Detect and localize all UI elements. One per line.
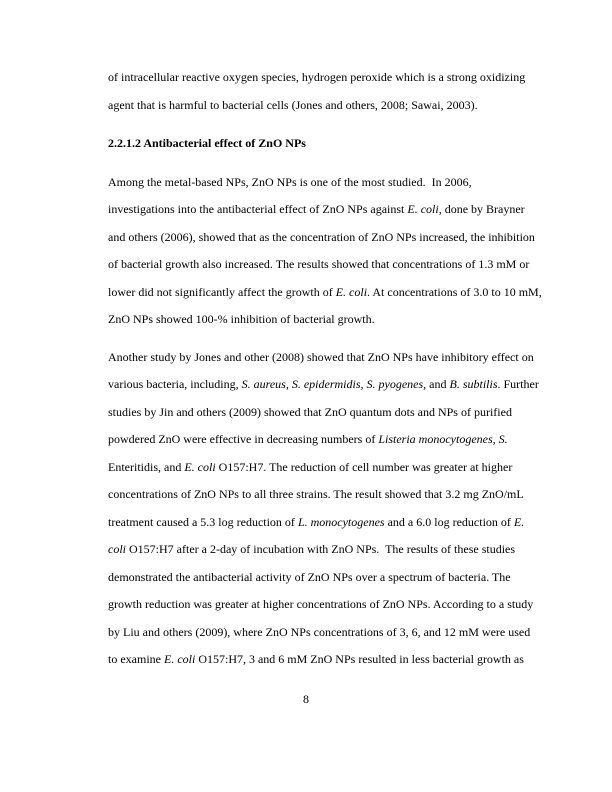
text-run: to examine bbox=[108, 652, 164, 666]
text-run: Enteritidis, and bbox=[108, 459, 185, 474]
text-line bbox=[108, 481, 538, 509]
text-line bbox=[108, 92, 538, 120]
italic-text-run: E. coli bbox=[335, 284, 368, 299]
text-run: O157:H7, 3 and 6 mM ZnO NPs resulted in less bacterial growth as bbox=[195, 652, 524, 666]
text-run: . Further bbox=[497, 377, 539, 391]
text-run: growth reduction was greater at higher concentrations of ZnO NPs. According to a study bbox=[108, 597, 534, 611]
text-line bbox=[108, 591, 538, 619]
section-heading bbox=[108, 130, 538, 158]
text-run: , done by Brayner bbox=[438, 202, 525, 216]
paragraph bbox=[108, 64, 538, 119]
italic-text-run: E. coli bbox=[407, 202, 439, 216]
text-line bbox=[108, 619, 538, 647]
text-run: and others (2006), showed that as the concentration of ZnO NPs increased, the inhibition bbox=[108, 229, 535, 244]
text-run: demonstrated the antibacterial activity of ZnO NPs over a spectrum of bacteria. The bbox=[108, 569, 511, 584]
paragraph bbox=[108, 169, 542, 334]
text-line bbox=[108, 344, 538, 372]
text-line bbox=[108, 399, 538, 427]
text-run: treatment caused a 5.3 log reduction of bbox=[108, 514, 298, 529]
text-run: and bbox=[426, 377, 450, 391]
text-run: Another study by Jones and other (2008) showed that ZnO NPs have inhibitory effect on bbox=[108, 349, 534, 364]
text-line bbox=[108, 130, 538, 158]
text-run: various bacteria, including, bbox=[108, 377, 242, 391]
italic-text-run: L. monocytogenes bbox=[297, 514, 385, 529]
text-run: studies by Jin and others (2009) showed that ZnO quantum dots and NPs of purified bbox=[108, 404, 512, 419]
text-line bbox=[108, 251, 538, 279]
italic-text-run: E. coli bbox=[163, 652, 196, 666]
text-run: lower did not significantly affect the growth of bbox=[108, 284, 336, 299]
italic-text-run: E. bbox=[513, 514, 525, 529]
text-line bbox=[108, 646, 538, 674]
text-run: agent that is harmful to bacterial cells (Jones and others, 2008; Sawai, 2003). bbox=[108, 97, 478, 112]
text-run: by Liu and others (2009), where ZnO NPs concentrations of 3, 6, and 12 mM were used bbox=[108, 624, 531, 639]
paragraph bbox=[108, 344, 538, 674]
text-line bbox=[108, 224, 538, 252]
text-run: powdered ZnO were effective in decreasing numbers of bbox=[108, 432, 379, 446]
text-line bbox=[108, 169, 538, 197]
text-line bbox=[108, 454, 538, 482]
text-run: concentrations of ZnO NPs to all three strains. The result showed that 3.2 mg ZnO/mL bbox=[108, 487, 524, 501]
text-line bbox=[108, 536, 538, 564]
italic-text-run: coli bbox=[108, 542, 126, 556]
text-run: . At concentrations of 3.0 to 10 mM, bbox=[367, 284, 542, 299]
text-line bbox=[108, 306, 538, 334]
text-block bbox=[108, 64, 542, 674]
text-line bbox=[108, 196, 538, 224]
text-run: O157:H7 after a 2-day of incubation with ZnO NPs. The results of these studies bbox=[126, 542, 516, 556]
text-run: of bacterial growth also increased. The results showed that concentrations of 1.3 mM or bbox=[108, 257, 530, 271]
italic-text-run: S. aureus, S. epidermidis, S. pyogenes, bbox=[241, 377, 427, 391]
italic-text-run: E. coli bbox=[184, 459, 216, 474]
text-run: Among the metal-based NPs, ZnO NPs is one of the most studied. In 2006, bbox=[108, 174, 472, 189]
text-line bbox=[108, 509, 538, 537]
text-run: 2.2.1.2 Antibacterial effect of ZnO NPs bbox=[108, 136, 306, 150]
text-line bbox=[108, 64, 538, 92]
text-run: investigations into the antibacterial effect of ZnO NPs against bbox=[108, 202, 408, 216]
text-line bbox=[108, 279, 542, 307]
text-run: of intracellular reactive oxygen species, hydrogen peroxide which is a strong oxidizing bbox=[108, 70, 526, 84]
page-number: 8 bbox=[303, 692, 309, 706]
italic-text-run: B. subtilis bbox=[449, 377, 498, 391]
text-line bbox=[108, 371, 538, 399]
text-run: and a 6.0 log reduction of bbox=[384, 514, 514, 529]
text-run: ZnO NPs showed 100-% inhibition of bacterial growth. bbox=[108, 312, 375, 326]
text-run: O157:H7. The reduction of cell number was greater at higher bbox=[215, 459, 513, 474]
text-line bbox=[108, 564, 538, 592]
italic-text-run: Listeria monocytogenes, S. bbox=[378, 432, 508, 446]
text-line bbox=[108, 426, 538, 454]
